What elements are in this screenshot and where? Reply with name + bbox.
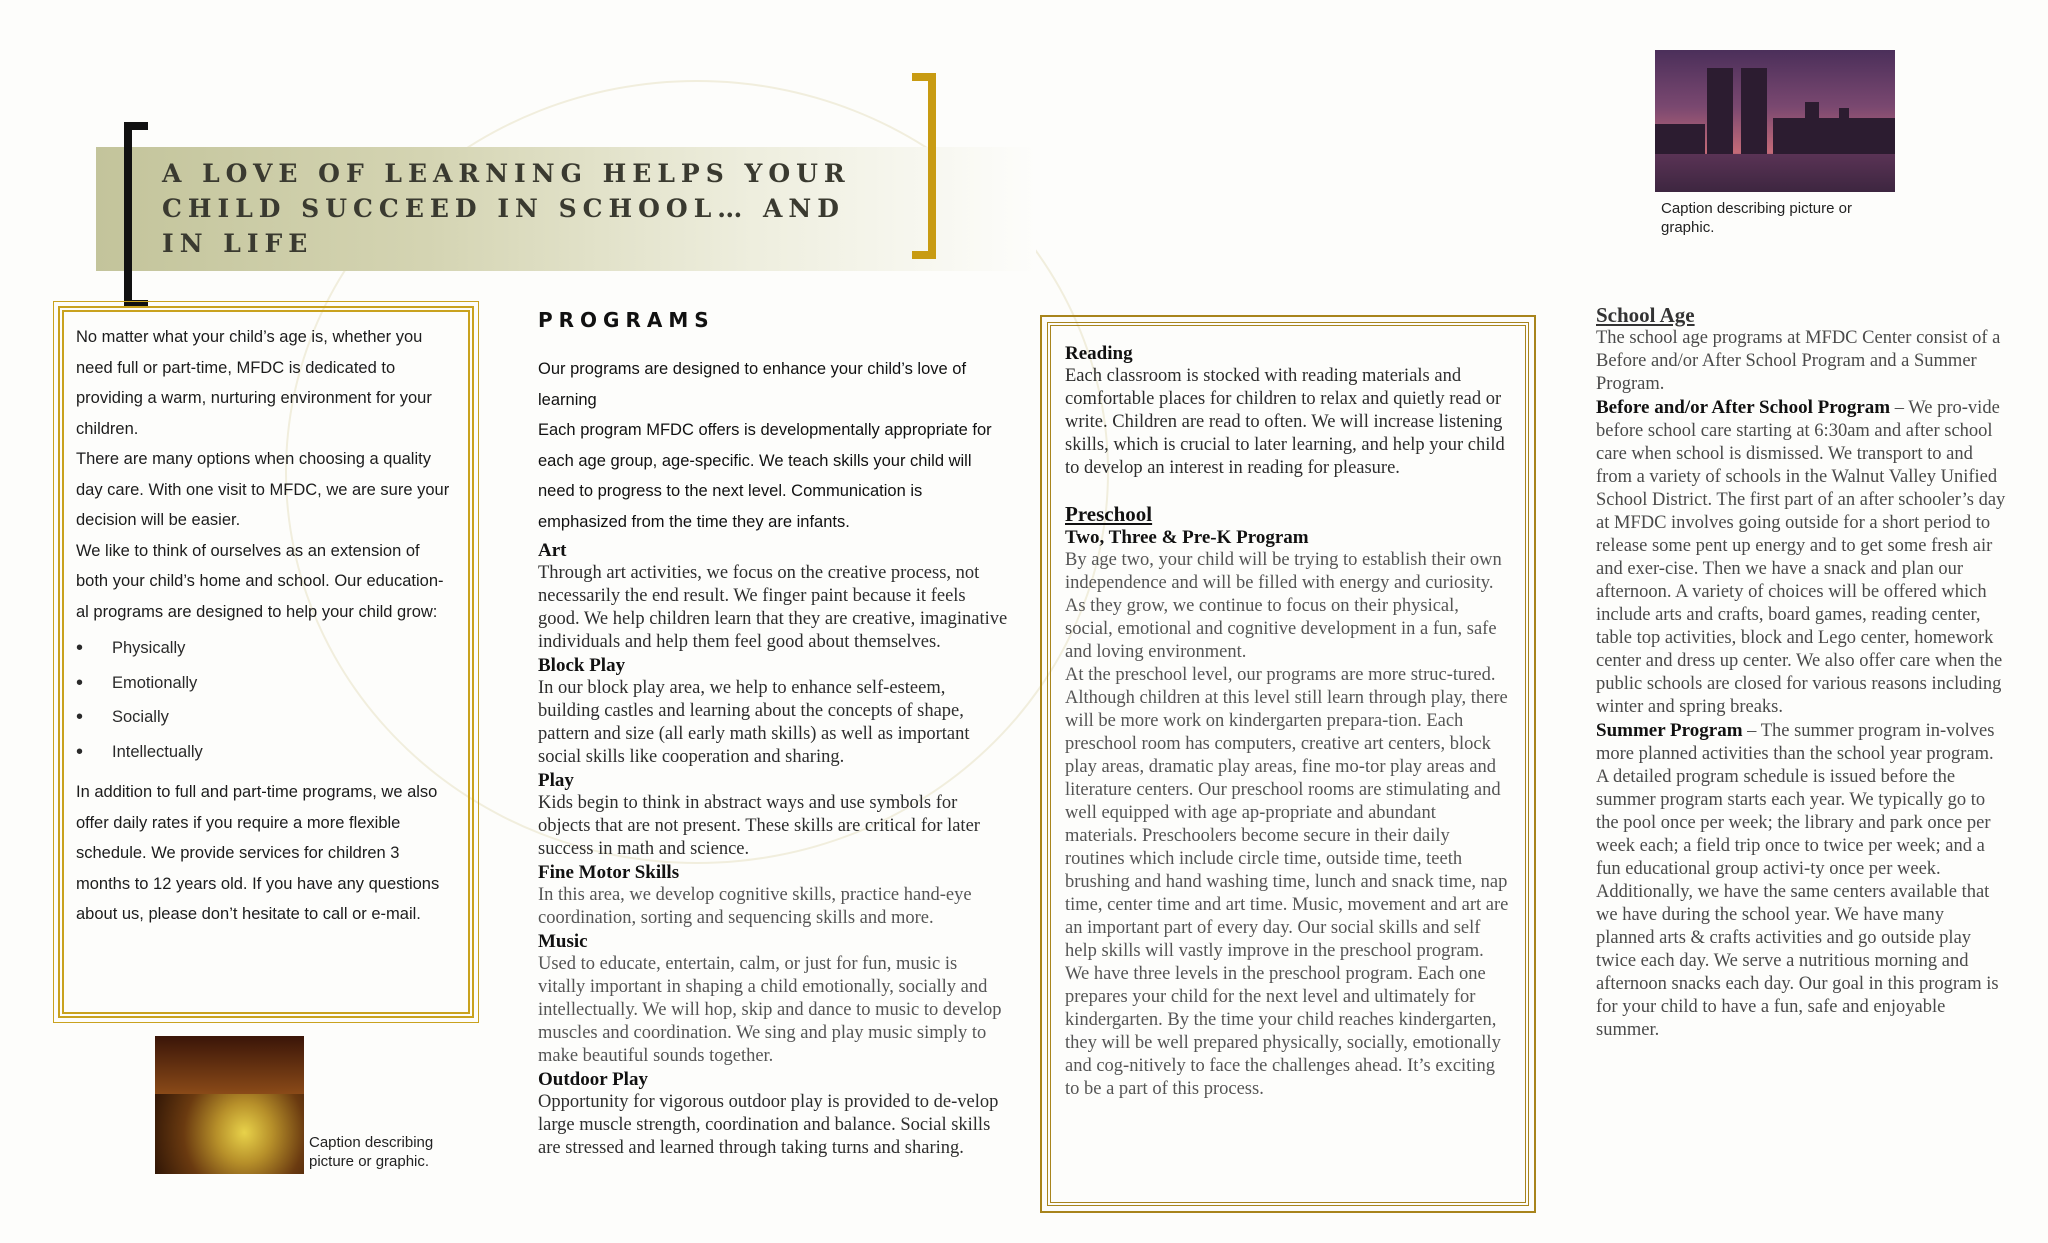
water	[1655, 154, 1895, 192]
headline: A LOVE OF LEARNING HELPS YOUR CHILD SUCCEED IN SCHOOL… AND IN LIFE	[162, 159, 851, 258]
city-photo-caption: Caption describing picture or graphic.	[1661, 200, 1852, 236]
programs-intro: Each program MFDC offers is developmentally appropriate for each age group, age-specific. We teach skills your child will need to progress to the next level. Communication is emphasized from the time they are infants.	[538, 421, 992, 531]
before-after-heading: Before and/or After School Program	[1596, 397, 1891, 418]
intro-paragraph: In addition to full and part-time programs, we also offer daily rates if you require a more flexible schedule. We provide services for children 3 months to 12 years old. If you have any questions about us, please don’t hesitate to call or e-mail.	[76, 783, 440, 923]
section-heading: Outdoor Play	[538, 1069, 648, 1090]
school-age-column	[1596, 304, 2006, 1042]
intro-paragraph: No matter what your child’s age is, whether you need full or part-time, MFDC is dedicated to providing a warm, nurturing environment for your children.	[76, 328, 432, 438]
intro-paragraph: We like to think of ourselves as an extension of both your child’s home and school. Our education-al programs are designed to help your child grow:	[76, 541, 444, 621]
growth-list	[76, 631, 456, 769]
summer-heading: Summer Program	[1596, 720, 1743, 741]
sky	[155, 1036, 304, 1094]
programs-title: PROGRAMS	[538, 308, 715, 332]
section-body: Used to educate, entertain, calm, or just for fun, music is vitally important in shaping a child emotionally, socially and intellectually. We will hop, skip and dance to music to develop muscles and coordination. We sing and play music simply to make beautiful sounds together.	[538, 954, 1002, 1066]
list-item: • Physically	[112, 631, 456, 666]
list-item: • Socially	[112, 700, 456, 735]
programs-column	[538, 308, 1008, 1160]
city-skyline-photo	[1655, 50, 1895, 192]
summer-body: – The summer program in-volves more planned activities than the school year program. A detailed program schedule is issued before the summer program starts each year. We typically go to the pool once per week; the library and park once per week each; a field trip once to twice per week; and a fun educational group activi-ty once per week. Additionally, we have the same centers available that we have during the school year. We have many planned arts & crafts activities and go outside play twice each day. We serve a nutritious morning and afternoon snacks each day. Our goal in this program is for your child to have a fun, safe and enjoyable summer.	[1596, 721, 1999, 1040]
section-heading: Art	[538, 540, 567, 561]
reading-preschool-box	[1047, 322, 1529, 1206]
building-shape	[1805, 102, 1819, 154]
building-shape	[1773, 118, 1895, 154]
preschool-heading: Preschool	[1065, 502, 1153, 526]
tower-shape	[1741, 68, 1767, 154]
section-heading: Play	[538, 770, 574, 791]
section-heading: Music	[538, 931, 588, 952]
section-body: Kids begin to think in abstract ways and use symbols for objects that are not present. These skills are critical for later success in math and science.	[538, 793, 980, 859]
section-heading: Fine Motor Skills	[538, 862, 680, 883]
road-photo-caption: Caption describing picture or graphic.	[309, 1134, 434, 1170]
reading-body: Each classroom is stocked with reading materials and comfortable places for children to relax and quietly read or write. Children are read to often. We will increase listening skills, which is crucial to later learning, and help your child to develop an interest in reading for pleasure.	[1065, 366, 1505, 478]
intro-paragraph: There are many options when choosing a quality day care. With one visit to MFDC, we are sure your decision will be easier.	[76, 450, 450, 529]
programs-lead: Our programs are designed to enhance your child’s love of learning	[538, 360, 967, 409]
reading-heading: Reading	[1065, 343, 1133, 364]
section-body: In this area, we develop cognitive skills, practice hand-eye coordination, sorting and sequencing skills and more.	[538, 885, 972, 928]
preschool-subheading: Two, Three & Pre-K Program	[1065, 527, 1309, 548]
highway-night-photo	[155, 1036, 304, 1174]
section-body: In our block play area, we help to enhance self-esteem, building castles and learning about the concepts of shape, pattern and size (all early math skills) as well as important social skills like cooperation and sharing.	[538, 678, 970, 767]
school-age-heading: School Age	[1596, 303, 1695, 327]
section-heading: Block Play	[538, 655, 626, 676]
building-shape	[1839, 108, 1849, 154]
preschool-paragraph: At the preschool level, our programs are more struc-tured. Although children at this level still learn through play, there will be more work on kindergarten prepara-tion. Each preschool room has computers, creative art centers, block play areas, dramatic play areas, fine mo-tor play areas and literature centers. Our preschool rooms are stimulating and well equipped with age ap-propriate and abundant materials. Preschoolers become secure in their daily routines which include circle time, outside time, teeth brushing and hand washing time, lunch and snack time, nap time, center time and art time. Music, movement and art are an important part of every day. Our social skills and self help skills will vastly improve in the preschool program. We have three levels in the preschool program. Each one prepares your child for the next level and ultimately for kindergarten. By the time your child reaches kindergarten, they will be well prepared physically, socially, emotionally and cog-nitively to face the challenges ahead. It’s exciting to be a part of this process.	[1065, 665, 1509, 1099]
school-age-intro: The school age programs at MFDC Center consist of a Before and/or After School Program and a Summer Program.	[1596, 328, 2001, 394]
right-bracket-ornament	[912, 73, 936, 259]
list-item: • Intellectually	[112, 735, 456, 770]
section-body: Through art activities, we focus on the creative process, not necessarily the end result. We finger paint because it feels good. We help children learn that they are creative, imaginative individuals and help them feel good about themselves.	[538, 563, 1008, 652]
section-body: Opportunity for vigorous outdoor play is provided to de-velop large muscle strength, coordination and balance. Social skills are stressed and learned through taking turns and sharing.	[538, 1092, 999, 1158]
left-bracket-ornament	[124, 122, 148, 308]
building-shape	[1655, 124, 1705, 154]
intro-box	[58, 306, 474, 1018]
tower-shape	[1707, 68, 1733, 154]
list-item: • Emotionally	[112, 666, 456, 701]
preschool-paragraph: By age two, your child will be trying to establish their own independence and will be filled with energy and curiosity. As they grow, we continue to focus on their physical, social, emotional and cognitive development in a fun, safe and loving environment.	[1065, 550, 1502, 662]
before-after-body: – We pro-vide before school care starting at 6:30am and after school care when school is dismissed. We transport to and from a variety of schools in the Walnut Valley Unified School District. The first part of an after schooler’s day at MFDC involves going outside for a short period to release some pent up energy and to get some fresh air and exer-cise. Then we have a snack and plan our afternoon. A variety of choices will be offered which include arts and crafts, board games, reading center, table top activities, block and Lego center, homework center and dress up center. We also offer care when the public schools are closed for various reasons including winter and spring breaks.	[1596, 398, 2006, 717]
